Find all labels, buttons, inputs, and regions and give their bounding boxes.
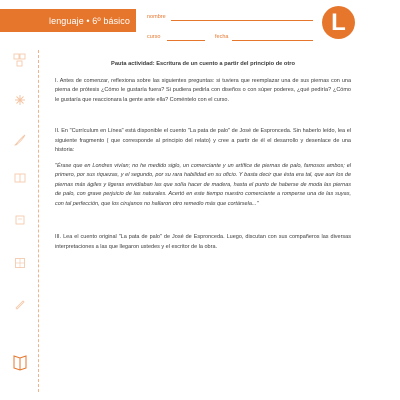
name-field-label: nombre	[147, 14, 166, 20]
abc-blocks-icon	[13, 52, 27, 68]
story-fragment-quote: "Érase que en Londres vivían; no he medido siglo, un comerciante y un artífice de piernas de palo, famosos ambos; el primero, por sus riquezas, y el segundo, por su rara habilidad en su oficio. Y basta decir que ésta era tal, que aun los de piernas más ágiles y ligeras envidiaban las que solía hacer de madera, hasta el punto de haberse de moda las piernas de palo, con grave perjuicio de las naturales. Acertó en este tiempo nuestro comerciante a romperse una de las suyas, con tal perfección, que los cirujanos no hallaron otro remedio más que cortársela..."	[55, 162, 351, 207]
section-2-text: II. En "Currículum en Línea" está disponible el cuento "La pata de palo" de José de Espronceda. Sin haberlo leído, lea el siguiente fragmento ( que corresponde al principio del relato) y cree a partir de él el desarrollo y desenlace de una historia:	[55, 128, 351, 153]
pencil-icon	[14, 298, 26, 310]
date-field-label: fecha	[215, 34, 229, 40]
quill-pen-icon	[13, 133, 27, 147]
subject-header-bar	[0, 9, 136, 32]
course-field-label: curso	[147, 34, 161, 40]
section-3-text: III. Lea el cuento original "La pata de palo" de José de Espronceda. Luego, discutan con sus compañeros las diversas interpretaciones a las que llegaron ustedes y el escritor de la obra.	[55, 234, 351, 250]
subject-label: lenguaje • 6º básico	[49, 15, 130, 26]
subject-letter-badge: L	[322, 6, 355, 39]
open-book-icon	[12, 353, 28, 371]
student-info-fields	[147, 11, 313, 41]
course-field-line[interactable]	[167, 40, 205, 41]
activity-document	[55, 60, 351, 252]
margin-divider	[38, 50, 39, 392]
date-field-line[interactable]	[232, 40, 313, 41]
book-icon	[14, 172, 26, 184]
document-title: Pauta actividad: Escritura de un cuento a partir del principio de otro	[111, 61, 295, 67]
small-book-icon	[14, 214, 26, 226]
section-1-text: I. Antes de comenzar, reflexiona sobre las siguientes preguntas: si tuviera que reemplazar una de sus piernas con una pierna de prótesis ¿Cómo le gustaría fuera? Si pudiera pedirla con diseños o con súper poderes, ¿qué pediría? ¿Cómo le gustaría que reaccionara la gente ante ella? Coméntelo con el curso.	[55, 77, 351, 103]
name-field-line[interactable]	[171, 20, 313, 21]
grid-icon	[14, 257, 26, 269]
asterisk-icon	[14, 94, 26, 106]
